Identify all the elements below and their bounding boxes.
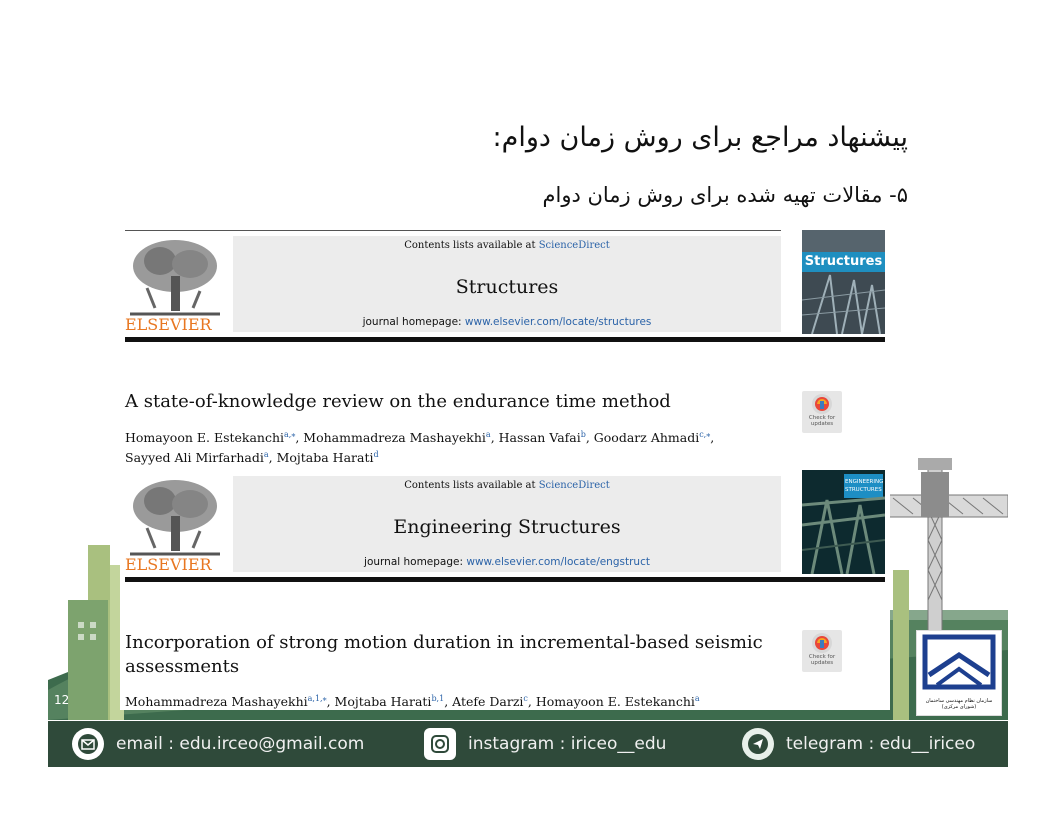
check-for-updates-badge[interactable] bbox=[802, 630, 842, 672]
homepage-link[interactable]: www.elsevier.com/locate/structures bbox=[464, 316, 652, 328]
sciencedirect-link[interactable]: ScienceDirect bbox=[538, 480, 610, 491]
author-name: Sayyed Ali Mirfarhadi bbox=[125, 450, 264, 466]
elsevier-wordmark: ELSEVIER bbox=[125, 555, 212, 574]
article-title-line: Incorporation of strong motion duration in incremental-based seismic bbox=[125, 632, 763, 653]
elsevier-logo bbox=[125, 236, 225, 332]
homepage-link[interactable]: www.elsevier.com/locate/engstruct bbox=[466, 556, 650, 568]
elsevier-tree-icon bbox=[125, 476, 225, 556]
elsevier-wordmark: ELSEVIER bbox=[125, 315, 212, 334]
instagram-icon bbox=[424, 728, 456, 760]
email-icon bbox=[72, 728, 104, 760]
contents-line bbox=[233, 480, 781, 491]
slide-title: پیشنهاد مراجع برای روش زمان دوام: bbox=[492, 122, 908, 153]
footer-instagram[interactable] bbox=[424, 721, 666, 767]
footer-telegram[interactable] bbox=[742, 721, 975, 767]
homepage-prefix: journal homepage: bbox=[362, 316, 465, 328]
slide-subtitle: ۵- مقالات تهیه شده برای روش زمان دوام bbox=[542, 183, 908, 207]
author-affiliation: a,⁎ bbox=[284, 430, 296, 439]
author-separator: , bbox=[710, 430, 715, 446]
cover-title bbox=[845, 478, 883, 494]
cover-title-line: STRUCTURES bbox=[845, 487, 882, 493]
contents-line bbox=[233, 240, 781, 251]
telegram-text: telegram : edu__iriceo bbox=[786, 734, 976, 754]
badge-label: Check for updates bbox=[808, 654, 836, 666]
journal-homepage bbox=[233, 316, 781, 328]
author-name: Homayoon E. Estekanchi bbox=[125, 430, 285, 446]
footer-email[interactable] bbox=[72, 721, 364, 767]
cover-title: Structures bbox=[804, 254, 883, 269]
journal-cover-image bbox=[802, 230, 885, 334]
journal-header-structures bbox=[125, 230, 885, 342]
elsevier-logo bbox=[125, 476, 225, 572]
organization-logo bbox=[916, 630, 1002, 716]
author-affiliation: a bbox=[694, 694, 700, 703]
elsevier-tree-icon bbox=[125, 236, 225, 316]
footer-bar bbox=[48, 721, 1008, 767]
author-name: , Hassan Vafai bbox=[490, 430, 581, 446]
journal-banner bbox=[233, 476, 781, 572]
author-affiliation: a bbox=[263, 450, 269, 460]
author-affiliation: a,1,⁎ bbox=[307, 694, 327, 703]
author-name: Mohammadreza Mashayekhi bbox=[125, 694, 308, 710]
author-affiliation: a bbox=[485, 430, 491, 439]
contents-prefix: Contents lists available at bbox=[404, 480, 539, 491]
author-name: , Homayoon E. Estekanchi bbox=[527, 694, 695, 710]
email-text: email : edu.irceo@gmail.com bbox=[116, 734, 365, 754]
author-name: , Goodarz Ahmadi bbox=[585, 430, 700, 446]
authors-line-2 bbox=[125, 446, 714, 466]
journal-homepage bbox=[233, 556, 781, 568]
author-affiliation: d bbox=[373, 450, 379, 460]
check-for-updates-badge[interactable] bbox=[802, 391, 842, 433]
badge-label: Check for updates bbox=[808, 415, 836, 427]
sciencedirect-link[interactable]: ScienceDirect bbox=[538, 240, 610, 251]
page-number: 12 bbox=[54, 693, 70, 707]
check-updates-icon bbox=[812, 394, 832, 414]
telegram-icon bbox=[742, 728, 774, 760]
authors-line-1 bbox=[125, 426, 714, 446]
author-name: , Atefe Darzi bbox=[444, 694, 524, 710]
organization-caption: سازمان نظام مهندسی ساختمان (شورای مرکزی) bbox=[925, 698, 993, 710]
journal-header-engineering-structures bbox=[125, 470, 885, 582]
author-affiliation: b,1 bbox=[431, 694, 445, 703]
journal-banner bbox=[233, 236, 781, 332]
journal-title: Engineering Structures bbox=[393, 516, 621, 538]
article-title-line: assessments bbox=[125, 656, 240, 677]
article-title bbox=[125, 631, 785, 679]
cover-title-line: ENGINEERING bbox=[845, 479, 884, 485]
journal-cover-image bbox=[802, 470, 885, 574]
author-name: , Mojtaba Harati bbox=[268, 450, 374, 466]
article-authors bbox=[125, 426, 714, 466]
article-authors bbox=[125, 690, 700, 710]
author-name: , Mohammadreza Mashayekhi bbox=[295, 430, 486, 446]
homepage-prefix: journal homepage: bbox=[364, 556, 467, 568]
organization-emblem-icon bbox=[917, 631, 1001, 691]
instagram-text: instagram : iriceo__edu bbox=[468, 734, 667, 754]
journal-title: Structures bbox=[455, 276, 559, 298]
author-affiliation: c,⁎ bbox=[699, 430, 711, 439]
author-name: , Mojtaba Harati bbox=[326, 694, 432, 710]
author-affiliation: b bbox=[580, 430, 586, 439]
author-affiliation: c bbox=[523, 694, 528, 703]
check-updates-icon bbox=[812, 633, 832, 653]
contents-prefix: Contents lists available at bbox=[404, 240, 539, 251]
article-title: A state-of-knowledge review on the endurance time method bbox=[125, 391, 671, 412]
